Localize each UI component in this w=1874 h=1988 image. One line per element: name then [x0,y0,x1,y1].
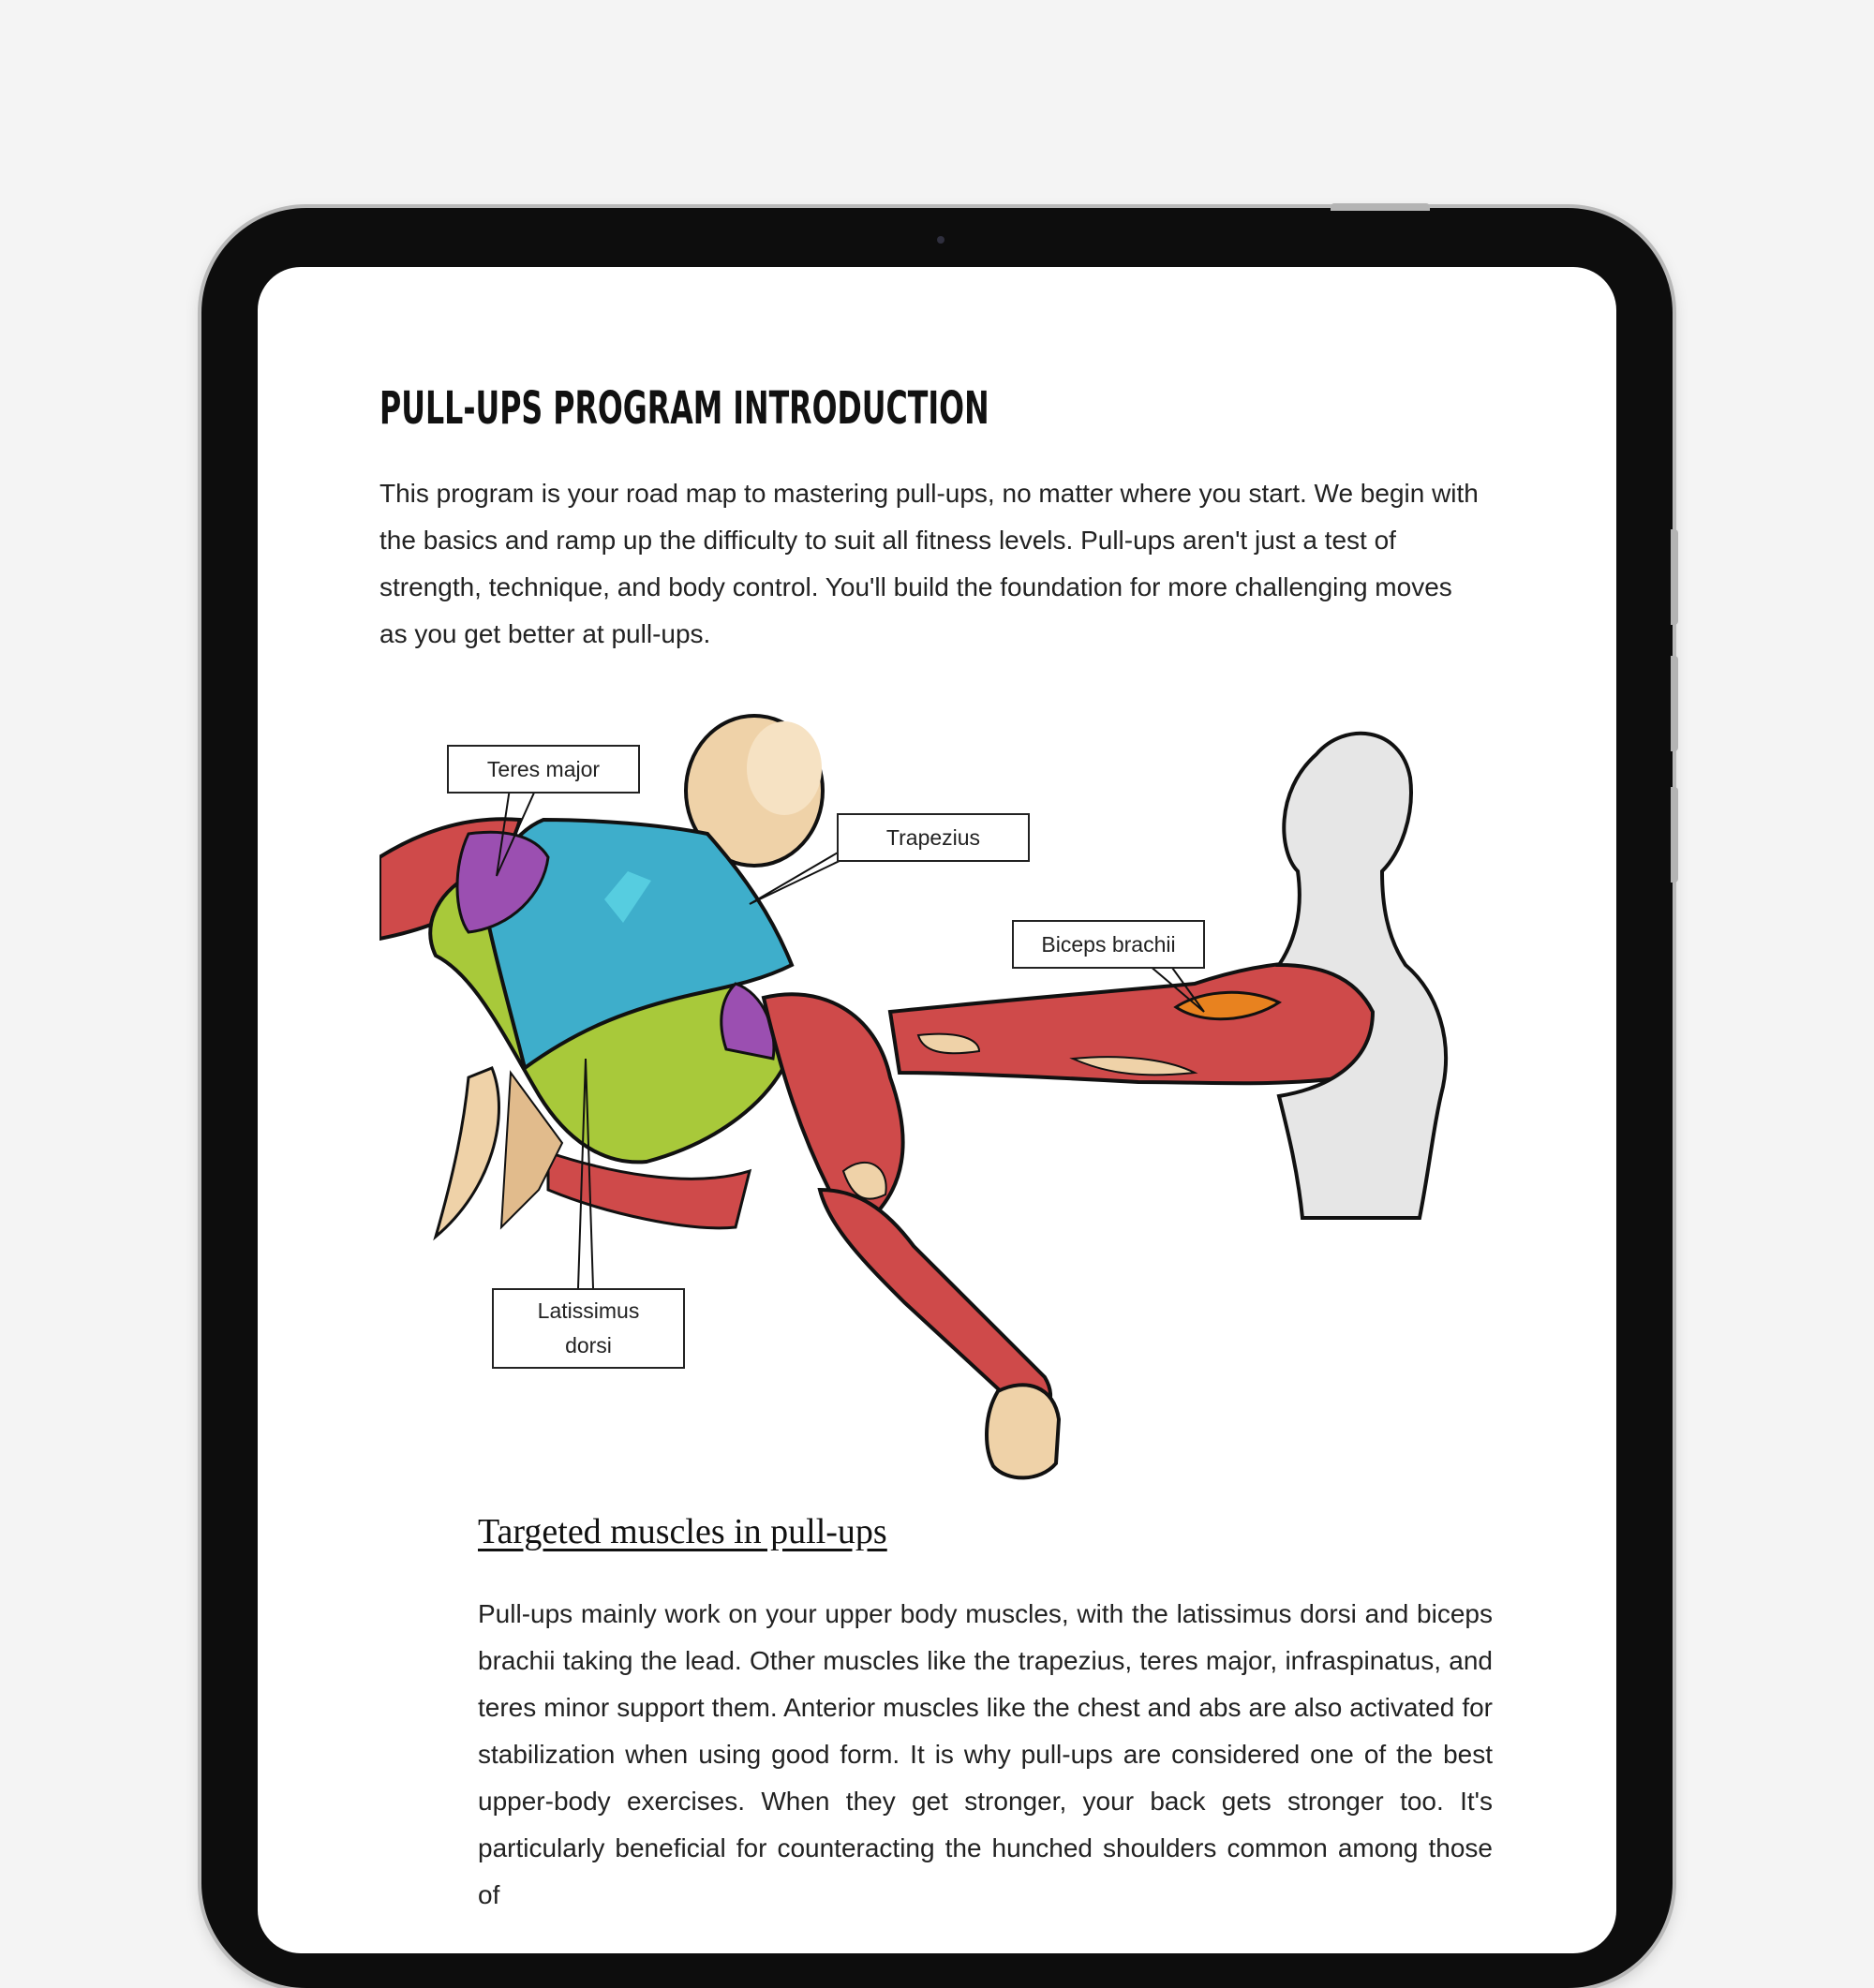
label-latissimus-dorsi [492,1288,685,1369]
section-heading: Targeted muscles in pull-ups [478,1512,887,1551]
label-latissimus-dorsi-line1: Latissimus [537,1298,640,1323]
page-title: PULL-UPS PROGRAM INTRODUCTION [379,382,989,435]
fist [987,1385,1059,1477]
volume-down-button [1671,656,1678,751]
front-camera [937,236,944,244]
label-latissimus-dorsi-line2: dorsi [565,1333,612,1357]
label-trapezius [837,813,1030,862]
label-teres-major [447,745,640,794]
label-biceps-brachii [1012,920,1205,969]
top-button [1331,203,1430,211]
label-trapezius-text: Trapezius [885,824,981,850]
intro-paragraph: This program is your road map to mastering pull-ups, no matter where you start. We begin with the basics and ramp up the difficulty to suit all fitness levels. Pull-ups aren't just a test of strength, technique, and body control. You'll build the foundation for more challenging moves as you get better at pull-ups. [379,479,1479,648]
side-button [1671,787,1678,883]
volume-up-button [1671,529,1678,625]
label-teres-major-text: Teres major [486,756,601,781]
label-biceps-brachii-text: Biceps brachii [1041,931,1176,957]
muscle-diagram [379,703,1504,1490]
section-paragraph: Pull-ups mainly work on your upper body muscles, with the latissimus dorsi and biceps brachii taking the lead. Other muscles like the trapezius, teres major, infraspinatus, and teres minor support them. Anterior muscles like the chest and abs are also activated for stabilization when using good form. It is why pull-ups are considered one of the best upper-body exercises. When they get stronger, your back gets stronger too. It's particularly beneficial for counteracting the hunched shoulders common among those of [478,1599,1493,1909]
tablet-screen [258,267,1616,1953]
